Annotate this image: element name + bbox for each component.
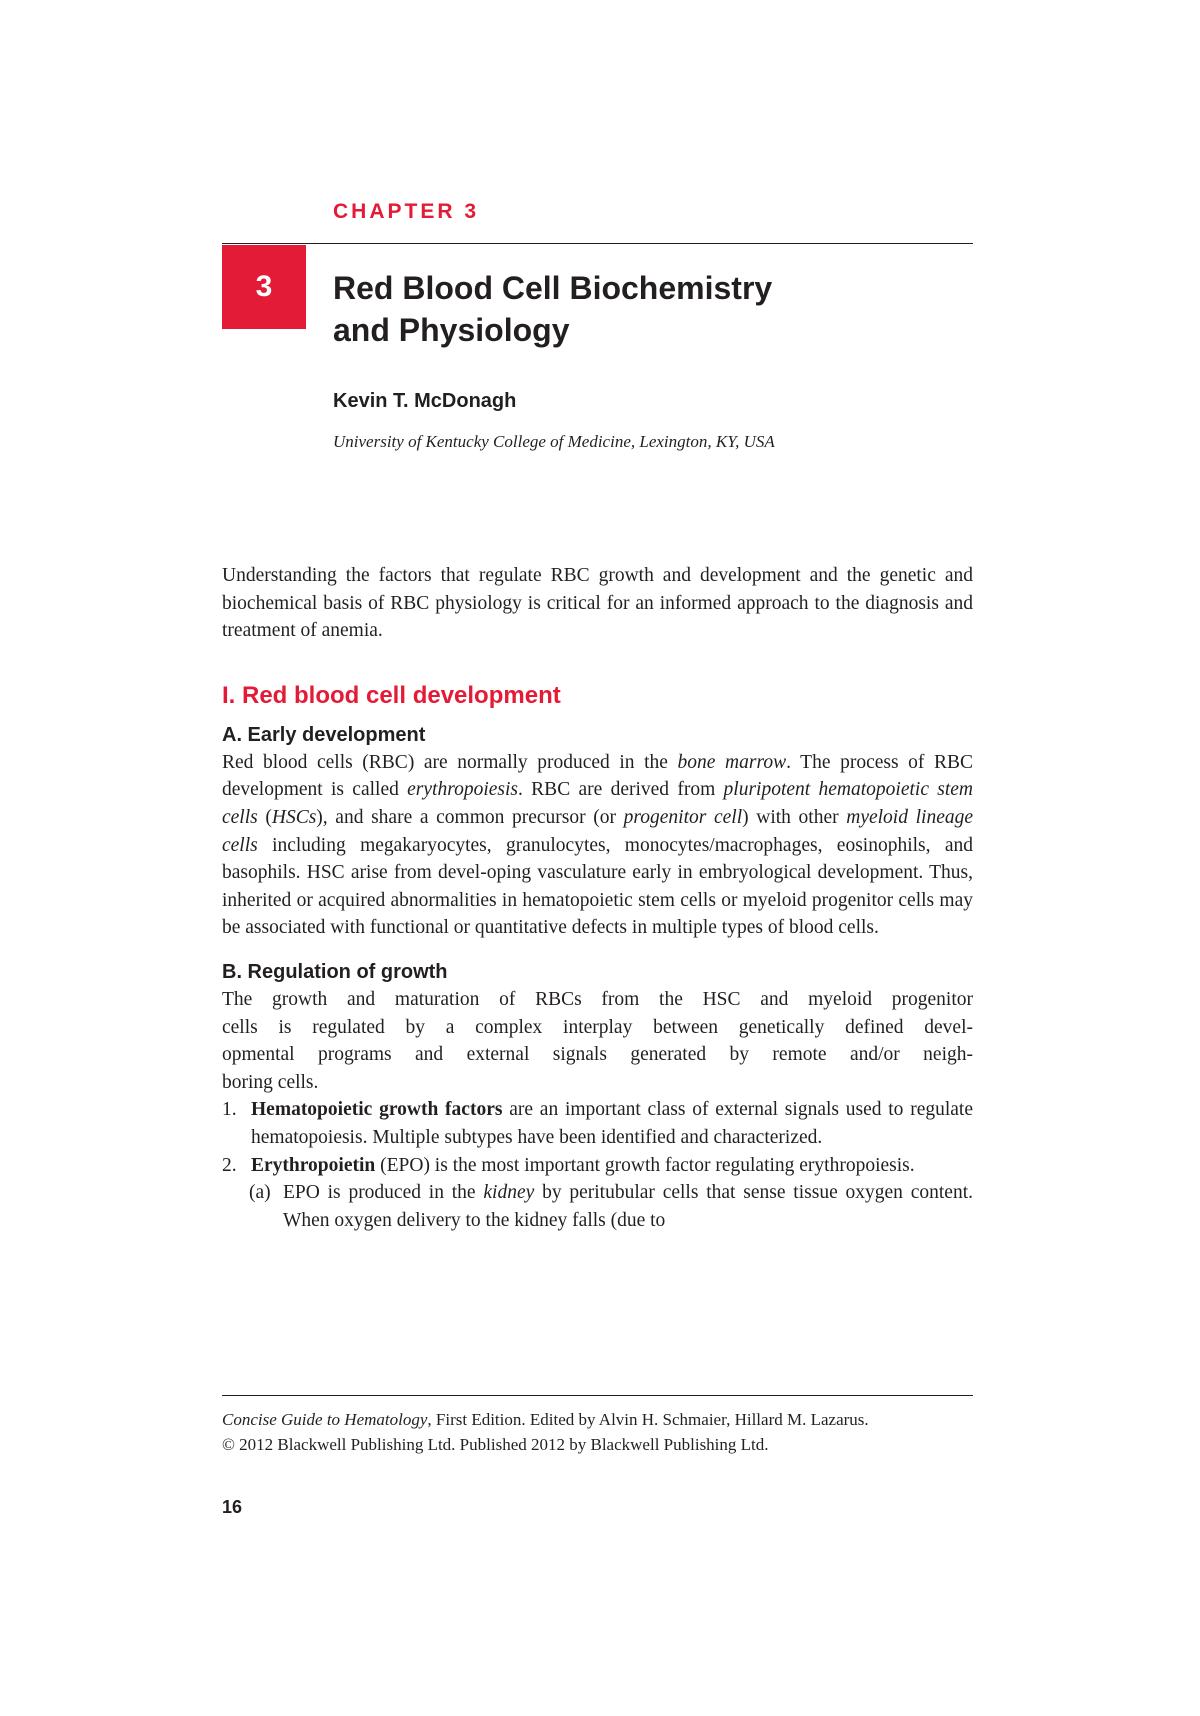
early-development-paragraph: Red blood cells (RBC) are normally produced in the bone marrow. The process of RBC development is called erythropoiesis. RBC are derived from pluripotent hematopoietic stem cells (HSCs), and share a common precursor (or progenitor cell) with other myeloid lineage cells including megakaryocytes, granulocytes, monocytes/macrophages, eosinophils, and basophils. HSC arise from devel-oping vasculature early in embryological development. Thus, inherited or acquired abnormalities in hematopoietic stem cells or myeloid progenitor cells may be associated with functional or quantitative defects in multiple types of blood cells.: [222, 751, 974, 939]
list-item: 1. Hematopoietic growth factors are an important class of external signals used to regulate hematopoiesis. Multiple subtypes have been identified and characterized.: [222, 1099, 973, 1148]
body-text: [222, 562, 973, 1234]
regulation-list: [222, 1096, 973, 1234]
intro-paragraph: Understanding the factors that regulate RBC growth and development and the genetic and biochemical basis of RBC physiology is critical for an informed approach to the diagnosis and treatment of anemia.: [222, 565, 973, 642]
chapter-number-badge: 3: [222, 245, 306, 329]
author-name: Kevin T. McDonagh: [333, 390, 517, 412]
list-item: 2. Erythropoietin (EPO) is the most important growth factor regulating erythropoiesis.: [222, 1154, 915, 1176]
sublist-item: (a) EPO is produced in the kidney by peritubular cells that sense tissue oxygen content. When oxygen delivery to the kidney falls (due to: [249, 1182, 973, 1231]
page-number: 16: [222, 1497, 243, 1517]
subsection-heading-regulation-of-growth: B. Regulation of growth: [222, 960, 448, 983]
chapter-title: [333, 267, 973, 351]
footer-divider: [222, 1395, 973, 1396]
author-affiliation: University of Kentucky College of Medicine, Lexington, KY, USA: [333, 432, 775, 451]
subsection-heading-early-development: A. Early development: [222, 723, 426, 746]
section-heading: I. Red blood cell development: [222, 681, 561, 709]
regulation-paragraph: The growth and maturation of RBCs from the HSC and myeloid progenitor cells is regulated by a complex interplay between genetically defined devel- opmental programs and external signals generated by remote and/or neigh- boring cells.: [222, 988, 973, 1093]
footer-edition-line: Concise Guide to Hematology, First Edition. Edited by Alvin H. Schmaier, Hillard M. Lazarus.: [222, 1410, 869, 1429]
footer-copyright-line: © 2012 Blackwell Publishing Ltd. Published 2012 by Blackwell Publishing Ltd.: [222, 1435, 769, 1454]
chapter-label: CHAPTER 3: [333, 200, 480, 223]
chapter-title-line-1: Red Blood Cell Biochemistry: [333, 270, 773, 306]
chapter-title-line-2: and Physiology: [333, 312, 570, 348]
footer-citation: [222, 1407, 973, 1457]
chapter-divider: [222, 243, 973, 244]
